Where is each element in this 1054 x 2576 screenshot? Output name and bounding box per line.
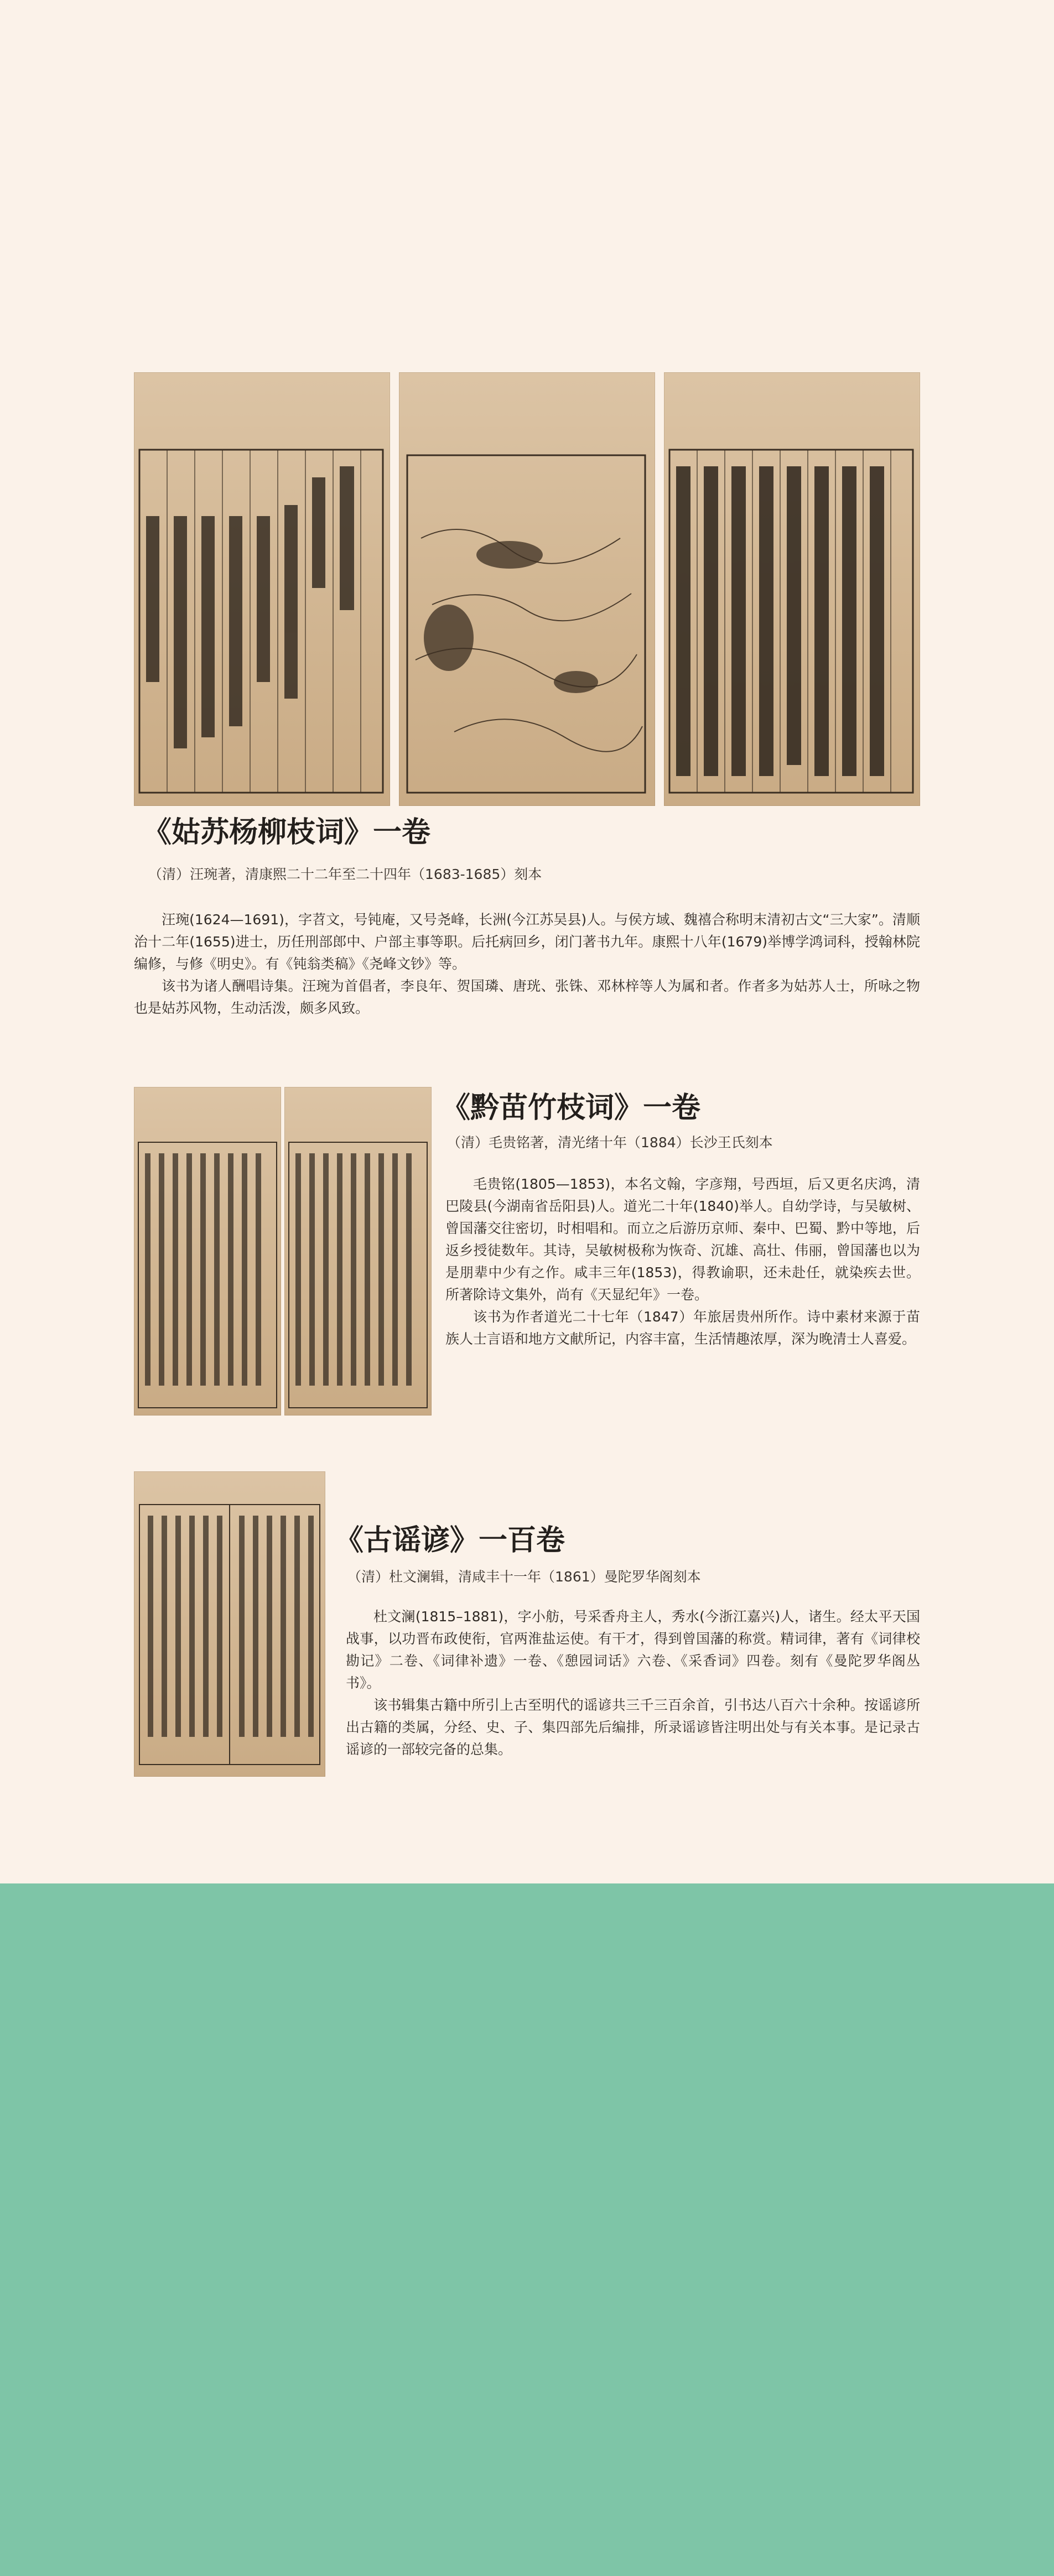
section-paragraph: 该书为作者道光二十七年（1847）年旅居贵州所作。诗中素材来源于苗族人士言语和地方文献所记，内容丰富，生活情趣浓厚，深为晚清士人喜爱。 (445, 1309, 920, 1347)
book-page-photo-willow-illustration (399, 372, 655, 806)
section-subtitle-qianmiao: （清）毛贵铭著，清光绪十年（1884）长沙王氏刻本 (447, 1135, 773, 1151)
section-body-guyaoyan (346, 1606, 920, 1761)
book-page-photo-guyaoyan (134, 1471, 325, 1777)
section-body-gusu (134, 909, 920, 1019)
book-page-photo-qianmiao-left (134, 1087, 281, 1416)
section-paragraph: 毛贵铭(1805—1853)，本名文翰，字彦翔，号西垣，后又更名庆鸿，清巴陵县(今湖南省岳阳县)人。道光二十年(1840)举人。自幼学诗，与吴敏树、曾国藩交往密切，时相唱和。而立之后游历京师、秦中、巴蜀、黔中等地，后返乡授徒数年。其诗，吴敏树极称为恢奇、沉雄、高壮、伟丽，曾国藩也以为是朋辈中少有之作。咸丰三年(1853)，得教谕职，还未赴任，就染疾去世。所著除诗文集外，尚有《天显纪年》一卷。 (445, 1176, 920, 1303)
book-page-photo-qianmiao-right (284, 1087, 432, 1416)
section-title-qianmiao: 《黔苗竹枝词》一卷 (442, 1091, 701, 1125)
section-subtitle-guyaoyan: （清）杜文澜辑，清咸丰十一年（1861）曼陀罗华阁刻本 (347, 1569, 701, 1585)
section-paragraph: 该书为诸人酬唱诗集。汪琬为首倡者，李良年、贺国璘、唐珖、张铢、邓林梓等人为属和者。作者多为姑苏人士，所咏之物也是姑苏风物，生动活泼，颇多风致。 (134, 978, 920, 1016)
section-paragraph: 该书辑集古籍中所引上古至明代的谣谚共三千三百余首，引书达八百六十余种。按谣谚所出古籍的类属，分经、史、子、集四部先后编排，所录谣谚皆注明出处与有关本事。是记录古谣谚的一部较完备的总集。 (346, 1697, 920, 1757)
section-paragraph: 杜文澜(1815–1881)，字小舫，号采香舟主人，秀水(今浙江嘉兴)人，诸生。经太平天国战事，以功晋布政使衔，官两淮盐运使。有干才，得到曾国藩的称赏。精词律，著有《词律校勘记》二卷、《词律补遗》一卷、《憩园词话》六卷、《采香词》四卷。刻有《曼陀罗华阁丛书》。 (346, 1609, 920, 1691)
section-title-guyaoyan: 《古谣谚》一百卷 (335, 1524, 565, 1557)
footer-color-band (0, 1883, 1054, 2576)
section-paragraph: 汪琬(1624—1691)，字苕文，号钝庵，又号尧峰，长洲(今江苏吴县)人。与侯方域、魏禧合称明末清初古文“三大家”。清顺治十二年(1655)进士，历任刑部郎中、户部主事等职。后托病回乡，闭门著书九年。康熙十八年(1679)举博学鸿词科，授翰林院编修，与修《明史》。有《钝翁类稿》《尧峰文钞》等。 (134, 912, 920, 972)
book-page-photo-text-columns (664, 372, 920, 806)
section-subtitle-gusu: （清）汪琬著，清康熙二十二年至二十四年（1683-1685）刻本 (148, 866, 542, 882)
section-body-qianmiao (445, 1173, 920, 1350)
book-page-photo-table-of-contents (134, 372, 390, 806)
section-title-gusu: 《姑苏杨柳枝词》一卷 (143, 816, 431, 849)
